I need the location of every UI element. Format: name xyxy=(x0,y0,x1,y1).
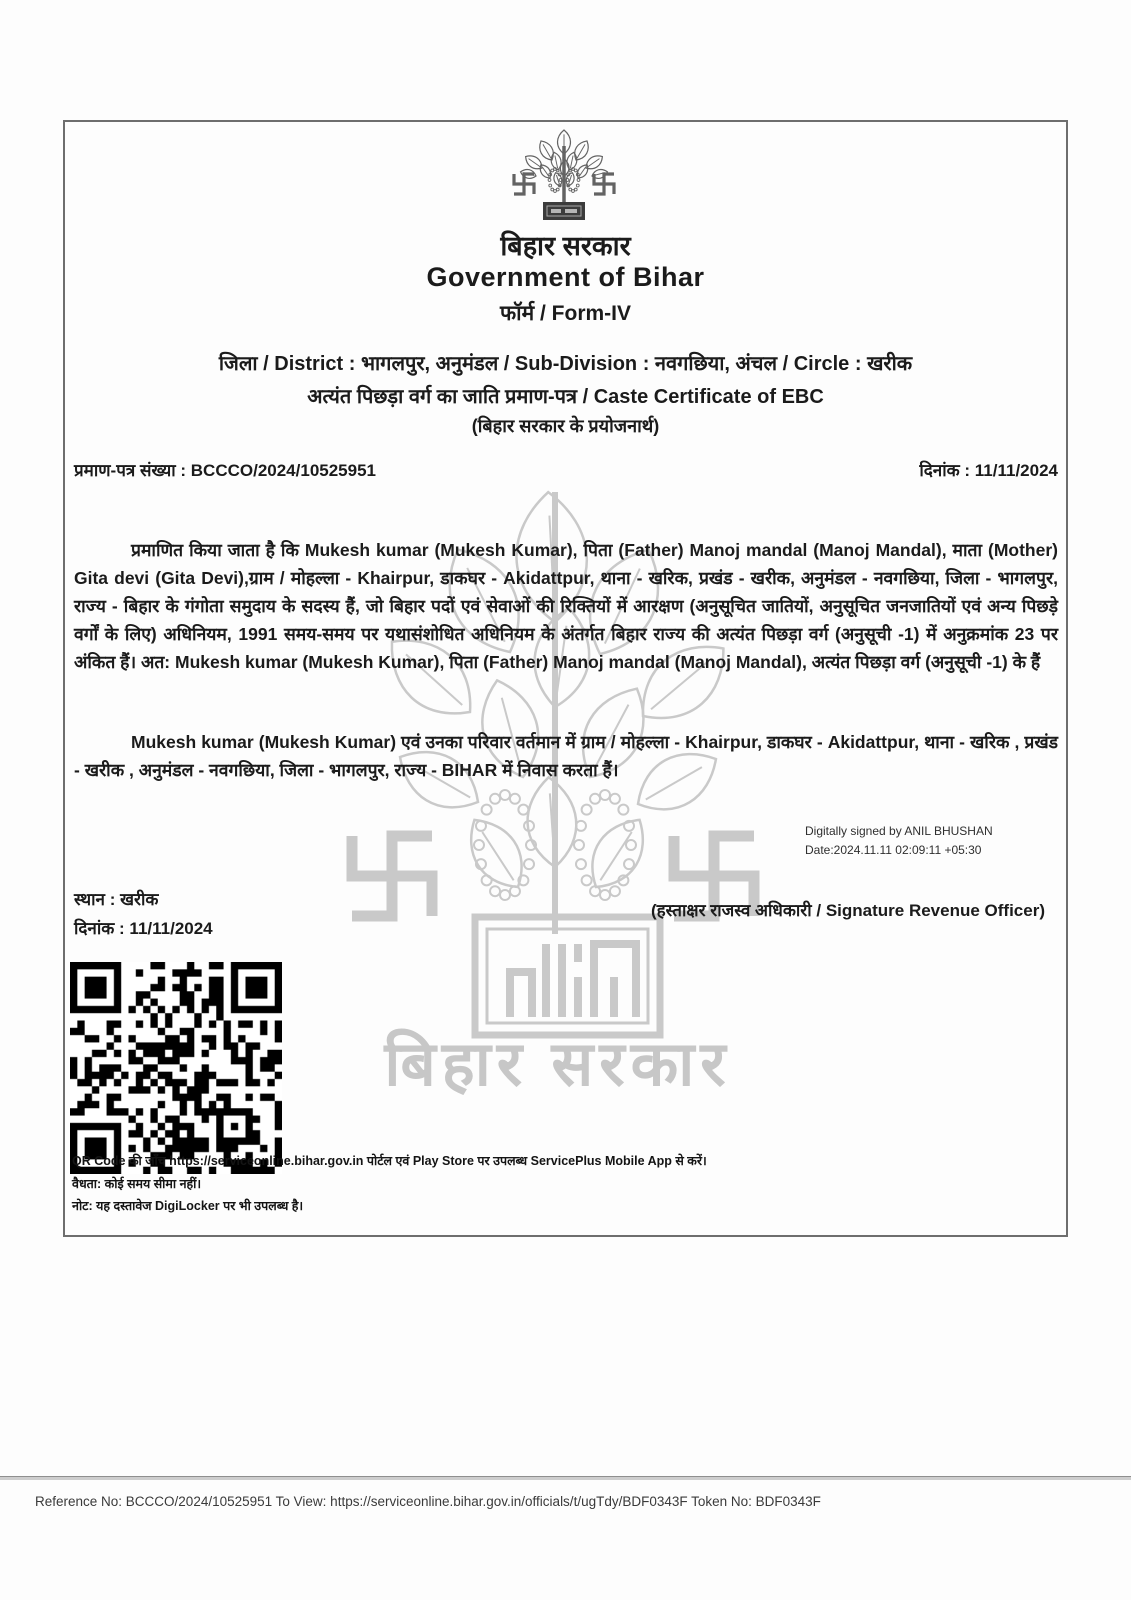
signature-date-line: दिनांक : 11/11/2024 xyxy=(74,918,213,938)
certificate-title: अत्यंत पिछड़ा वर्ग का जाति प्रमाण-पत्र / Caste Certificate of EBC xyxy=(307,386,824,408)
digital-signature-line2: Date:2024.11.11 02:09:11 +05:30 xyxy=(805,842,982,857)
org-name-hindi: बिहार सरकार xyxy=(500,231,631,261)
certificate-meta-row xyxy=(74,458,1058,481)
officer-signature-line: (हस्ताक्षर राजस्व अधिकारी / Signature Revenue Officer) xyxy=(650,901,1045,920)
org-name-english: Government of Bihar xyxy=(426,262,705,292)
place-date-block xyxy=(74,886,213,944)
purpose-line: (बिहार सरकार के प्रयोजनार्थ) xyxy=(471,416,660,436)
district-subdivision-circle-line: जिला / District : भागलपुर, अनुमंडल / Sub-Division : नवगछिया, अंचल / Circle : खरीक xyxy=(218,353,913,375)
issue-date-label: दिनांक : xyxy=(919,461,975,480)
place-line: स्थान : खरीक xyxy=(74,890,159,909)
watermark-text: बिहार सरकार xyxy=(384,1030,732,1099)
certificate-number-label: प्रमाण-पत्र संख्या : xyxy=(74,461,191,480)
certificate-body-paragraph: प्रमाणित किया जाता है कि Mukesh kumar (Mukesh Kumar), पिता (Father) Manoj mandal (Manoj Mandal), माता (Mother) Gita devi (Gita Devi),ग्राम / मोहल्ला - Khairpur, डाकघर - Akidattpur, थाना - खरिक, प्रखंड - खरीक, अनुमंडल - नवगछिया, जिला - भागलपुर, राज्य - बिहार के गंगोता समुदाय के सदस्य हैं, जो बिहार पदों एवं सेवाओं की रिक्तियों में आरक्षण (अनुसूचित जातियों, अनुसूचित जनजातियों एवं अन्य पिछड़े वर्गों के लिए) अधिनियम, 1991 समय-समय पर यथासंशोधित अधिनियम के अंतर्गत बिहार राज्य की अत्यंत पिछड़ा वर्ग (अनुसूची -1) में अनुक्रमांक 23 पर अंकित हैं। अत: Mukesh kumar (Mukesh Kumar), पिता (Father) Manoj mandal (Manoj Mandal), अत्यंत पिछड़ा वर्ग (अनुसूची -1) के हैं xyxy=(74,540,1058,672)
footer-divider xyxy=(0,1476,1131,1480)
bihar-emblem-logo xyxy=(502,124,628,224)
digilocker-note: नोट: यह दस्तावेज DigiLocker पर भी उपलब्ध है। xyxy=(72,1199,304,1213)
issue-date xyxy=(919,458,1058,481)
reference-line: Reference No: BCCCO/2024/10525951 To View: https://serviceonline.bihar.gov.in/officials/t/ugTdy/BDF0343F Token No: BDF0343F xyxy=(35,1494,821,1509)
certificate-number xyxy=(74,458,376,481)
residence-paragraph: Mukesh kumar (Mukesh Kumar) एवं उनका परिवार वर्तमान में ग्राम / मोहल्ला - Khairpur, डाकघर - Akidattpur, थाना - खरिक , प्रखंड - खरीक , अनुमंडल - नवगछिया, जिला - भागलपुर, राज्य - BIHAR में निवास करता हैं। xyxy=(74,732,1058,780)
notes-block xyxy=(72,1150,707,1218)
qr-note: QR Code की जाँच https://serviceonline.bihar.gov.in पोर्टल एवं Play Store पर उपलब्ध ServicePlus Mobile App से करें। xyxy=(72,1154,707,1168)
issue-date-value: 11/11/2024 xyxy=(974,461,1058,480)
digital-signature-line1: Digitally signed by ANIL BHUSHAN xyxy=(805,824,993,838)
form-number: फॉर्म / Form-IV xyxy=(499,302,632,325)
certificate-number-value: BCCCO/2024/10525951 xyxy=(190,461,376,480)
qr-code xyxy=(70,962,282,1174)
digital-signature-note xyxy=(805,822,993,859)
validity-note: वैधता: कोई समय सीमा नहीं। xyxy=(72,1176,202,1191)
